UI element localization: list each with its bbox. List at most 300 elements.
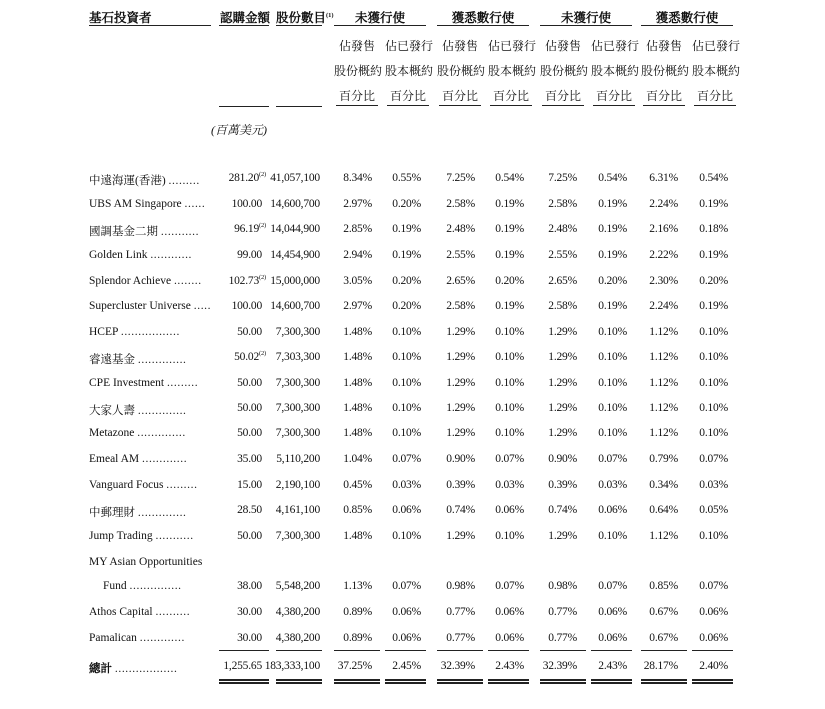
percent-cell: 0.10% [392,402,421,414]
investor-name-text: Emeal AM [89,453,140,465]
header-group-3: 未獲行使 [560,11,611,25]
shares-cell: 7,300,300 [275,377,320,389]
percent-cell: 0.20% [392,198,421,210]
percent-cell: 3.05% [343,275,372,287]
percent-cell: 0.03% [495,479,524,491]
percent-cell: 0.06% [495,606,524,618]
investor-name [89,402,187,418]
percent-cell: 0.03% [699,479,728,491]
percent-cell: 0.54% [598,172,627,184]
percent-cell: 0.06% [699,632,728,644]
percent-cell: 0.10% [699,326,728,338]
percent-cell: 0.20% [392,300,421,312]
percent-cell: 0.06% [392,606,421,618]
percent-cell: 0.19% [699,249,728,261]
amount-note: (2) [259,350,266,358]
amount-value: 50.00 [237,326,262,338]
leader-dots: .............. [137,354,187,366]
subheader-col1-line3: 百分比 [338,89,375,103]
percent-cell: 2.48% [548,223,577,235]
percent-cell: 0.54% [699,172,728,184]
leader-dots: ........... [155,530,194,542]
amount-cell [237,249,262,261]
percent-cell: 0.07% [699,453,728,465]
subheader-col2-line3: 百分比 [389,89,426,103]
shares-cell: 4,380,200 [275,632,320,644]
shares-cell: 14,600,700 [270,300,320,312]
investor-name-text: Pamalican [89,632,137,644]
percent-cell: 1.48% [343,530,372,542]
shares-cell: 7,300,300 [275,530,320,542]
percent-cell: 0.03% [392,479,421,491]
percent-cell: 0.39% [446,479,475,491]
percent-cell: 0.34% [649,479,678,491]
amount-cell [232,300,262,312]
percent-cell: 0.10% [392,530,421,542]
shares-cell: 14,600,700 [270,198,320,210]
header-group-4: 獲悉數行使 [655,11,719,25]
leader-dots: .......... [155,606,191,618]
total-amount: 1,255.65 [223,660,262,672]
amount-value: 38.00 [237,580,262,592]
leader-dots: ......... [168,175,200,187]
leader-dots: ..... [193,300,212,312]
percent-cell: 0.39% [548,479,577,491]
total-percent: 2.43% [598,660,627,672]
percent-cell: 2.97% [343,198,372,210]
investor-name [89,223,199,239]
percent-cell: 2.65% [446,275,475,287]
investor-name-text: CPE Investment [89,377,165,389]
unit-label: (百萬美元) [211,123,267,137]
subheader-col6-line1: 佔已發行 [591,39,640,53]
percent-cell: 2.22% [649,249,678,261]
leader-dots: ............. [139,632,185,644]
percent-cell: 0.07% [392,580,421,592]
leader-dots: ...... [184,198,206,210]
percent-cell: 1.12% [649,530,678,542]
percent-cell: 0.06% [392,504,421,516]
percent-cell: 2.55% [548,249,577,261]
amount-value: 15.00 [237,479,262,491]
percent-cell: 0.10% [598,351,627,363]
percent-cell: 1.48% [343,402,372,414]
amount-value: 100.00 [231,300,262,312]
investor-name [89,556,202,568]
investor-name-text: Splendor Achieve [89,275,172,287]
percent-cell: 0.07% [495,580,524,592]
percent-cell: 0.74% [446,504,475,516]
percent-cell: 0.98% [446,580,475,592]
amount-cell [232,198,262,210]
percent-cell: 1.29% [446,402,475,414]
percent-cell: 1.48% [343,427,372,439]
percent-cell: 0.19% [598,198,627,210]
percent-cell: 0.10% [598,427,627,439]
shares-cell: 7,300,300 [275,402,320,414]
total-percent: 37.25% [337,660,372,672]
subheader-col6-line2: 股本概約 [591,64,640,78]
investor-name [89,632,185,644]
amount-value: 50.00 [237,530,262,542]
investor-name-text: Vanguard Focus [89,479,164,491]
subheader-col5-line1: 佔發售 [544,39,581,53]
leader-dots: ............. [142,453,188,465]
amount-value: 28.50 [237,504,262,516]
investor-name-text: Golden Link [89,249,148,261]
percent-cell: 0.05% [699,504,728,516]
investor-name [89,351,187,367]
percent-cell: 0.10% [699,402,728,414]
header-amount: 認購金額 [220,11,271,25]
investor-name-text: 中郵理財 [89,507,135,519]
percent-cell: 0.07% [495,453,524,465]
percent-cell: 0.67% [649,606,678,618]
leader-dots: ................. [120,326,180,338]
amount-cell [237,504,262,516]
percent-cell: 1.29% [446,427,475,439]
investor-name-text: 國調基金二期 [89,226,158,238]
percent-cell: 0.89% [343,632,372,644]
percent-cell: 0.67% [649,632,678,644]
leader-dots: .............. [137,427,186,439]
percent-cell: 0.55% [392,172,421,184]
investor-name [89,479,198,491]
investor-name-text: UBS AM Singapore [89,198,182,210]
percent-cell: 0.19% [598,223,627,235]
percent-cell: 0.19% [495,300,524,312]
amount-value: 50.00 [237,402,262,414]
percent-cell: 0.06% [598,606,627,618]
percent-cell: 0.07% [598,453,627,465]
investor-name-text: MY Asian Opportunities [89,556,203,568]
percent-cell: 0.77% [446,632,475,644]
amount-value: 50.02 [234,351,260,363]
subheader-col3-line1: 佔發售 [441,39,478,53]
total-percent: 2.40% [699,660,728,672]
percent-cell: 1.29% [446,530,475,542]
percent-cell: 8.34% [343,172,372,184]
percent-cell: 0.07% [699,580,728,592]
percent-cell: 0.06% [598,504,627,516]
percent-cell: 0.20% [699,275,728,287]
percent-cell: 1.29% [548,402,577,414]
percent-cell: 2.65% [548,275,577,287]
investor-name [89,453,187,465]
subheader-col7-line1: 佔發售 [645,39,682,53]
shares-cell: 15,000,000 [270,275,320,287]
percent-cell: 0.19% [598,300,627,312]
subheader-col1-line1: 佔發售 [338,39,375,53]
percent-cell: 0.20% [495,275,524,287]
amount-cell [237,580,262,592]
amount-cell [237,453,262,465]
subheader-col7-line2: 股份概約 [641,64,690,78]
percent-cell: 2.24% [649,198,678,210]
percent-cell: 0.06% [495,632,524,644]
leader-dots: ............... [129,580,182,592]
percent-cell: 1.29% [446,351,475,363]
subheader-col5-line3: 百分比 [544,89,581,103]
leader-dots: .............. [137,507,187,519]
percent-cell: 2.58% [446,198,475,210]
percent-cell: 2.94% [343,249,372,261]
percent-cell: 2.58% [446,300,475,312]
amount-value: 50.00 [237,427,262,439]
percent-cell: 1.12% [649,427,678,439]
percent-cell: 1.12% [649,326,678,338]
percent-cell: 0.10% [392,377,421,389]
percent-cell: 0.19% [598,249,627,261]
percent-cell: 0.18% [699,223,728,235]
subheader-col6-line3: 百分比 [595,89,632,103]
percent-cell: 0.10% [699,377,728,389]
subheader-col7-line3: 百分比 [645,89,682,103]
percent-cell: 1.29% [548,326,577,338]
percent-cell: 1.29% [548,530,577,542]
percent-cell: 0.10% [392,326,421,338]
total-label [89,660,177,676]
percent-cell: 0.03% [598,479,627,491]
percent-cell: 0.10% [699,427,728,439]
subheader-col8-line1: 佔已發行 [692,39,741,53]
investor-name [103,580,182,592]
amount-note: (2) [259,171,266,179]
amount-value: 96.19 [234,223,260,235]
amount-value: 100.00 [231,198,262,210]
amount-cell [234,351,266,363]
header-group-2: 獲悉數行使 [451,11,515,25]
investor-name-text: 睿遠基金 [89,354,135,366]
investor-name-text: HCEP [89,326,118,338]
percent-cell: 0.20% [598,275,627,287]
percent-cell: 2.16% [649,223,678,235]
amount-cell [237,326,262,338]
investor-name-text: 大家人壽 [89,405,135,417]
percent-cell: 0.19% [699,198,728,210]
investor-name [89,326,180,338]
header-investor: 基石投資者 [89,11,152,25]
percent-cell: 0.77% [446,606,475,618]
investor-name [89,606,190,618]
percent-cell: 1.12% [649,351,678,363]
investor-name-text: Metazone [89,427,135,439]
total-shares: 183,333,100 [264,660,320,672]
amount-cell [237,632,262,644]
investor-name [89,275,202,287]
percent-cell: 7.25% [446,172,475,184]
leader-dots: ............ [150,249,193,261]
subheader-col1-line2: 股份概約 [334,64,383,78]
percent-cell: 0.10% [495,402,524,414]
investor-name [89,172,200,188]
subheader-col8-line3: 百分比 [696,89,733,103]
percent-cell: 2.85% [343,223,372,235]
percent-cell: 0.06% [495,504,524,516]
amount-note: (2) [259,274,266,282]
amount-cell [237,377,262,389]
shares-cell: 5,548,200 [275,580,320,592]
percent-cell: 0.10% [699,351,728,363]
investor-name [89,377,198,389]
investor-name-text: Jump Trading [89,530,153,542]
percent-cell: 1.13% [343,580,372,592]
investor-name [89,504,187,520]
percent-cell: 0.10% [495,427,524,439]
investor-name-text: 中遠海運(香港) [89,175,166,187]
amount-cell [229,172,266,184]
shares-cell: 7,300,300 [275,326,320,338]
percent-cell: 0.98% [548,580,577,592]
shares-cell: 7,303,300 [275,351,320,363]
amount-cell [234,223,266,235]
percent-cell: 1.04% [343,453,372,465]
percent-cell: 6.31% [649,172,678,184]
total-label-text: 總計 [89,663,112,675]
percent-cell: 0.06% [392,632,421,644]
subheader-col2-line1: 佔已發行 [385,39,434,53]
subheader-col4-line1: 佔已發行 [488,39,537,53]
investor-name [89,300,211,312]
subheader-col8-line2: 股本概約 [692,64,741,78]
percent-cell: 1.48% [343,351,372,363]
percent-cell: 2.48% [446,223,475,235]
amount-cell [237,530,262,542]
percent-cell: 0.10% [598,326,627,338]
total-percent: 28.17% [643,660,678,672]
amount-value: 30.00 [237,632,262,644]
subheader-col2-line2: 股本概約 [385,64,434,78]
amount-cell [229,275,266,287]
percent-cell: 2.30% [649,275,678,287]
amount-value: 102.73 [228,275,260,287]
percent-cell: 0.10% [495,377,524,389]
investor-name [89,249,192,261]
amount-value: 99.00 [237,249,262,261]
percent-cell: 0.90% [548,453,577,465]
percent-cell: 0.89% [343,606,372,618]
percent-cell: 1.29% [548,351,577,363]
amount-note: (2) [259,222,266,230]
percent-cell: 0.19% [495,198,524,210]
percent-cell: 0.85% [343,504,372,516]
percent-cell: 0.19% [495,249,524,261]
amount-cell [237,479,262,491]
percent-cell: 2.58% [548,198,577,210]
percent-cell: 0.10% [699,530,728,542]
shares-cell: 2,190,100 [275,479,320,491]
percent-cell: 2.55% [446,249,475,261]
percent-cell: 0.19% [495,223,524,235]
percent-cell: 0.54% [495,172,524,184]
percent-cell: 0.10% [392,351,421,363]
percent-cell: 0.10% [598,402,627,414]
percent-cell: 1.12% [649,377,678,389]
percent-cell: 1.29% [446,377,475,389]
percent-cell: 0.77% [548,632,577,644]
percent-cell: 0.10% [495,351,524,363]
percent-cell: 0.10% [598,377,627,389]
percent-cell: 1.48% [343,326,372,338]
percent-cell: 0.10% [495,326,524,338]
percent-cell: 7.25% [548,172,577,184]
percent-cell: 0.10% [598,530,627,542]
amount-value: 50.00 [237,377,262,389]
percent-cell: 0.45% [343,479,372,491]
amount-cell [237,606,262,618]
total-percent: 2.43% [495,660,524,672]
percent-cell: 1.12% [649,402,678,414]
percent-cell: 0.74% [548,504,577,516]
subheader-col4-line3: 百分比 [492,89,529,103]
percent-cell: 1.29% [446,326,475,338]
percent-cell: 0.06% [699,606,728,618]
percent-cell: 0.20% [392,275,421,287]
shares-cell: 14,454,900 [270,249,320,261]
percent-cell: 0.10% [392,427,421,439]
leader-dots: ......... [166,377,199,389]
subheader-col4-line2: 股本概約 [488,64,537,78]
amount-value: 35.00 [237,453,262,465]
percent-cell: 1.29% [548,377,577,389]
investor-name-text: Athos Capital [89,606,153,618]
header-shares: 股份數目$^{(1)}$ [276,11,334,25]
percent-cell: 0.19% [699,300,728,312]
amount-value: 30.00 [237,606,262,618]
percent-cell: 0.06% [598,632,627,644]
leader-dots: ........ [173,275,202,287]
percent-cell: 0.07% [598,580,627,592]
percent-cell: 0.64% [649,504,678,516]
amount-cell [237,427,262,439]
percent-cell: 0.90% [446,453,475,465]
percent-cell: 0.79% [649,453,678,465]
leader-dots: ........... [160,226,200,238]
percent-cell: 0.07% [392,453,421,465]
percent-cell: 1.29% [548,427,577,439]
amount-cell [237,402,262,414]
shares-cell: 14,044,900 [270,223,320,235]
total-percent: 32.39% [542,660,577,672]
leader-dots: ......... [166,479,198,491]
investor-name [89,530,194,542]
shares-cell: 4,161,100 [275,504,320,516]
percent-cell: 0.85% [649,580,678,592]
investor-name [89,427,186,439]
percent-cell: 2.24% [649,300,678,312]
percent-cell: 0.77% [548,606,577,618]
subheader-col3-line3: 百分比 [441,89,478,103]
percent-cell: 2.97% [343,300,372,312]
investor-name-text: Fund [103,580,127,592]
subheader-col3-line2: 股份概約 [437,64,486,78]
percent-cell: 0.19% [392,249,421,261]
header-group-1: 未獲行使 [354,11,405,25]
total-percent: 32.39% [440,660,475,672]
shares-cell: 5,110,200 [276,453,320,465]
leader-dots: .............. [137,405,187,417]
amount-value: 281.20 [228,172,260,184]
percent-cell: 0.10% [495,530,524,542]
shares-cell: 7,300,300 [275,427,320,439]
total-percent: 2.45% [392,660,421,672]
investor-name [89,198,205,210]
leader-dots: .................. [114,663,178,675]
subheader-col5-line2: 股份概約 [540,64,589,78]
percent-cell: 0.19% [392,223,421,235]
shares-cell: 4,380,200 [275,606,320,618]
percent-cell: 2.58% [548,300,577,312]
